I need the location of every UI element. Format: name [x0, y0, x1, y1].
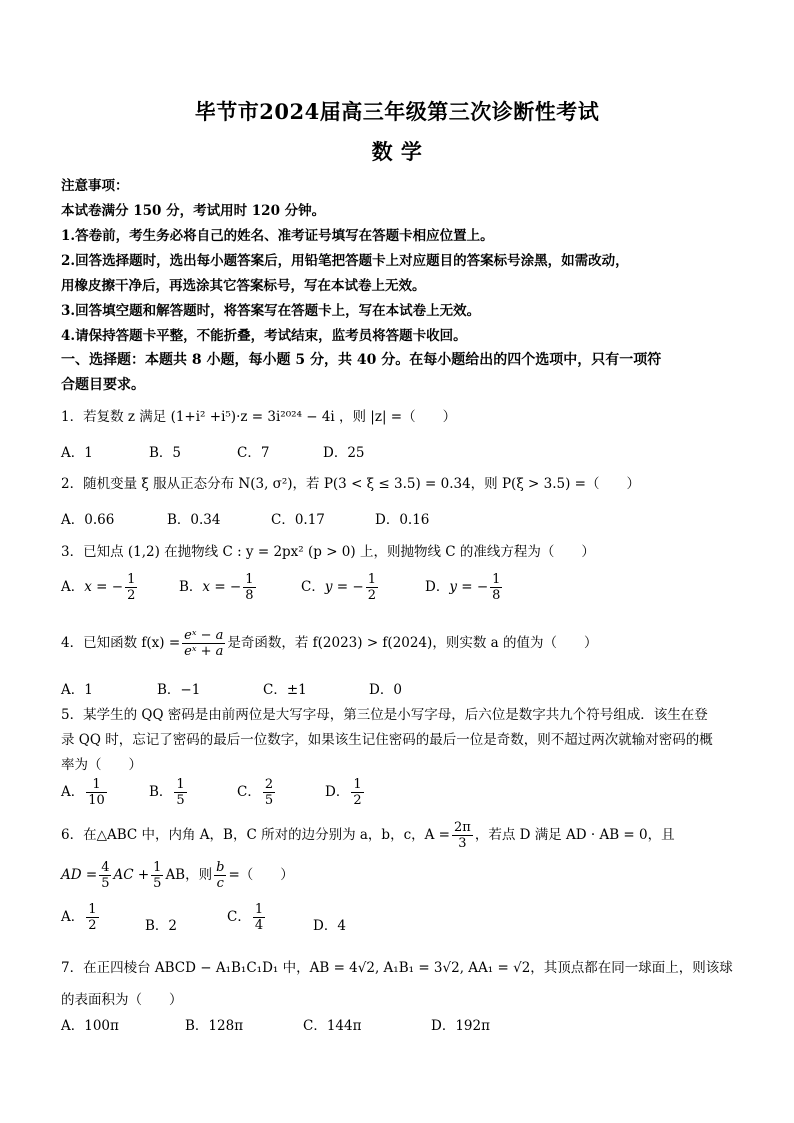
notice-line: 用橡皮擦干净后，再选涂其它答案标号，写在本试卷上无效。	[61, 278, 426, 294]
text: AB，则	[165, 867, 213, 883]
option-c	[301, 572, 380, 603]
fraction	[125, 572, 137, 603]
subject-title: 数 学	[371, 139, 423, 164]
option-c: C．0.17	[271, 512, 325, 528]
fraction-den: 5	[264, 793, 274, 808]
fraction-num: 1	[153, 860, 162, 875]
question-5-line: 5．某学生的 QQ 密码是由前两位是大写字母，第三位是小写字母，后六位是数字共九个符号组成．该生在登	[61, 707, 708, 723]
fraction	[490, 572, 502, 603]
option-b: B．0.34	[167, 512, 221, 528]
fraction	[182, 628, 225, 659]
option-c: C．144π	[303, 1018, 362, 1034]
fraction-num: 1	[88, 902, 97, 917]
fraction	[151, 860, 163, 891]
option-lhs: y = −	[449, 579, 489, 595]
option-d	[325, 777, 366, 808]
fraction-num: 1	[245, 572, 254, 587]
question-4-suffix: 是奇函数，若 f(2023) > f(2024)，则实数 a 的值为（ ）	[227, 635, 598, 651]
fraction	[452, 820, 473, 851]
option-label: A．	[61, 909, 85, 925]
fraction-den: 2	[353, 793, 362, 808]
text: =（ ）	[228, 867, 294, 883]
option-lhs: x = −	[84, 579, 124, 595]
notice-line: 2.回答选择题时，选出每小题答案后，用铅笔把答题卡上对应题目的答案标号涂黑，如需改动，	[61, 253, 629, 269]
fraction	[263, 777, 275, 808]
fraction-num: 2π	[454, 820, 471, 835]
option-label: C．	[237, 784, 261, 800]
fraction-den: eˣ + a	[184, 644, 224, 659]
question-4-stem	[61, 628, 597, 659]
fraction-den: 8	[245, 588, 254, 603]
fraction-den: c	[216, 876, 224, 891]
option-b	[179, 572, 258, 603]
fraction	[86, 902, 98, 933]
notice-heading: 注意事项：	[61, 178, 129, 194]
fraction-num: eˣ − a	[184, 628, 224, 643]
exam-title: 毕节市2024届高三年级第三次诊断性考试	[194, 99, 600, 124]
question-5-line: 录 QQ 时，忘记了密码的最后一位数字，如果该生记住密码的最后一位是奇数，则不超过两次就输对密码的概	[61, 732, 713, 748]
option-b: B．128π	[185, 1018, 244, 1034]
section-heading: 一、选择题：本题共 8 小题，每小题 5 分，共 40 分。在每小题给出的四个选项中，只有一项符	[61, 352, 662, 368]
option-a: A．0.66	[61, 512, 115, 528]
option-a	[61, 902, 101, 933]
question-5-line: 率为（ ）	[61, 757, 142, 773]
fraction-den: 2	[367, 588, 376, 603]
fraction-num: 2	[264, 777, 274, 792]
fraction	[86, 777, 107, 808]
option-c	[227, 902, 267, 933]
fraction-den: 5	[176, 793, 185, 808]
option-b: B．5	[149, 445, 182, 461]
question-4-prefix: 4．已知函数 f(x) =	[61, 635, 181, 651]
text: AD =	[61, 867, 98, 883]
option-b: B．−1	[157, 682, 201, 698]
option-label: C．	[301, 579, 325, 595]
option-b	[149, 777, 189, 808]
fraction-den: 2	[88, 918, 97, 933]
question-7-line2: 的表面积为（ ）	[61, 992, 183, 1008]
fraction	[253, 902, 265, 933]
fraction-den: 2	[127, 588, 136, 603]
fraction-den: 10	[88, 793, 105, 808]
fraction-den: 5	[101, 876, 110, 891]
question-6-line2	[61, 860, 294, 891]
question-7-line1: 7．在正四棱台 ABCD − A₁B₁C₁D₁ 中，AB = 4√2, A₁B₁ = 3√2, AA₁ = √2，其顶点都在同一球面上，则该球	[61, 960, 733, 976]
option-label: B．	[149, 784, 173, 800]
option-d: D．192π	[431, 1018, 490, 1034]
fraction-den: 4	[254, 918, 264, 933]
option-label: B．	[179, 579, 203, 595]
option-d: D．25	[323, 445, 365, 461]
text: AC +	[113, 867, 150, 883]
notice-line: 3.回答填空题和解答题时，将答案写在答题卡上，写在本试卷上无效。	[61, 303, 481, 319]
question-3-stem: 3．已知点 (1,2) 在抛物线 C : y = 2px² (p > 0) 上，则抛物线 C 的准线方程为（ ）	[61, 544, 595, 560]
option-c: C．±1	[263, 682, 307, 698]
option-c: C．7	[237, 445, 270, 461]
fraction	[214, 860, 226, 891]
option-a	[61, 572, 139, 603]
fraction	[243, 572, 255, 603]
option-label: A．	[61, 579, 85, 595]
option-d: D．0	[369, 682, 402, 698]
fraction	[99, 860, 111, 891]
option-label: D．	[325, 784, 350, 800]
question-6-line1	[61, 820, 675, 851]
option-label: D．	[425, 579, 450, 595]
question-2-stem: 2．随机变量 ξ 服从正态分布 N(3, σ²)，若 P(3 < ξ ≤ 3.5) = 0.34，则 P(ξ > 3.5) =（ ）	[61, 476, 640, 492]
text: 6．在△ABC 中，内角 A，B，C 所对的边分别为 a，b，c，A =	[61, 827, 450, 843]
fraction	[351, 777, 363, 808]
fraction-num: 1	[86, 777, 107, 793]
notice-line: 本试卷满分 150 分，考试用时 120 分钟。	[61, 203, 326, 219]
notice-line: 4.请保持答题卡平整，不能折叠，考试结束，监考员将答题卡收回。	[61, 328, 467, 344]
option-c	[237, 777, 277, 808]
fraction-den: 5	[153, 876, 162, 891]
notice-line: 1.答卷前，考生务必将自己的姓名、准考证号填写在答题卡相应位置上。	[61, 228, 494, 244]
fraction-num: 1	[353, 777, 362, 792]
fraction	[366, 572, 378, 603]
fraction-den: 3	[458, 836, 467, 851]
option-d: D．0.16	[375, 512, 430, 528]
option-a	[61, 777, 109, 808]
text: ，若点 D 满足 AD · AB = 0，且	[474, 827, 675, 843]
option-d	[425, 572, 504, 603]
question-1-stem: 1．若复数 z 满足 (1+i² +i⁵)·z = 3i²⁰²⁴ − 4i ，则 |z| =（ ）	[61, 409, 457, 425]
fraction-num: 1	[127, 572, 136, 587]
option-label: A．	[61, 784, 85, 800]
option-lhs: y = −	[324, 579, 364, 595]
option-b: B．2	[145, 918, 178, 934]
fraction-num: 1	[492, 572, 501, 587]
option-a: A．100π	[61, 1018, 119, 1034]
fraction-num: 1	[176, 777, 185, 792]
fraction-num: 4	[101, 860, 110, 875]
fraction-num: 1	[254, 902, 264, 917]
option-label: C．	[227, 909, 251, 925]
fraction	[174, 777, 186, 808]
option-a: A．1	[61, 445, 93, 461]
fraction-num: b	[216, 860, 225, 875]
section-heading: 合题目要求。	[61, 377, 145, 393]
option-a: A．1	[61, 682, 93, 698]
fraction-num: 1	[367, 572, 376, 587]
fraction-den: 8	[492, 588, 501, 603]
option-lhs: x = −	[202, 579, 242, 595]
option-d: D．4	[313, 918, 346, 934]
